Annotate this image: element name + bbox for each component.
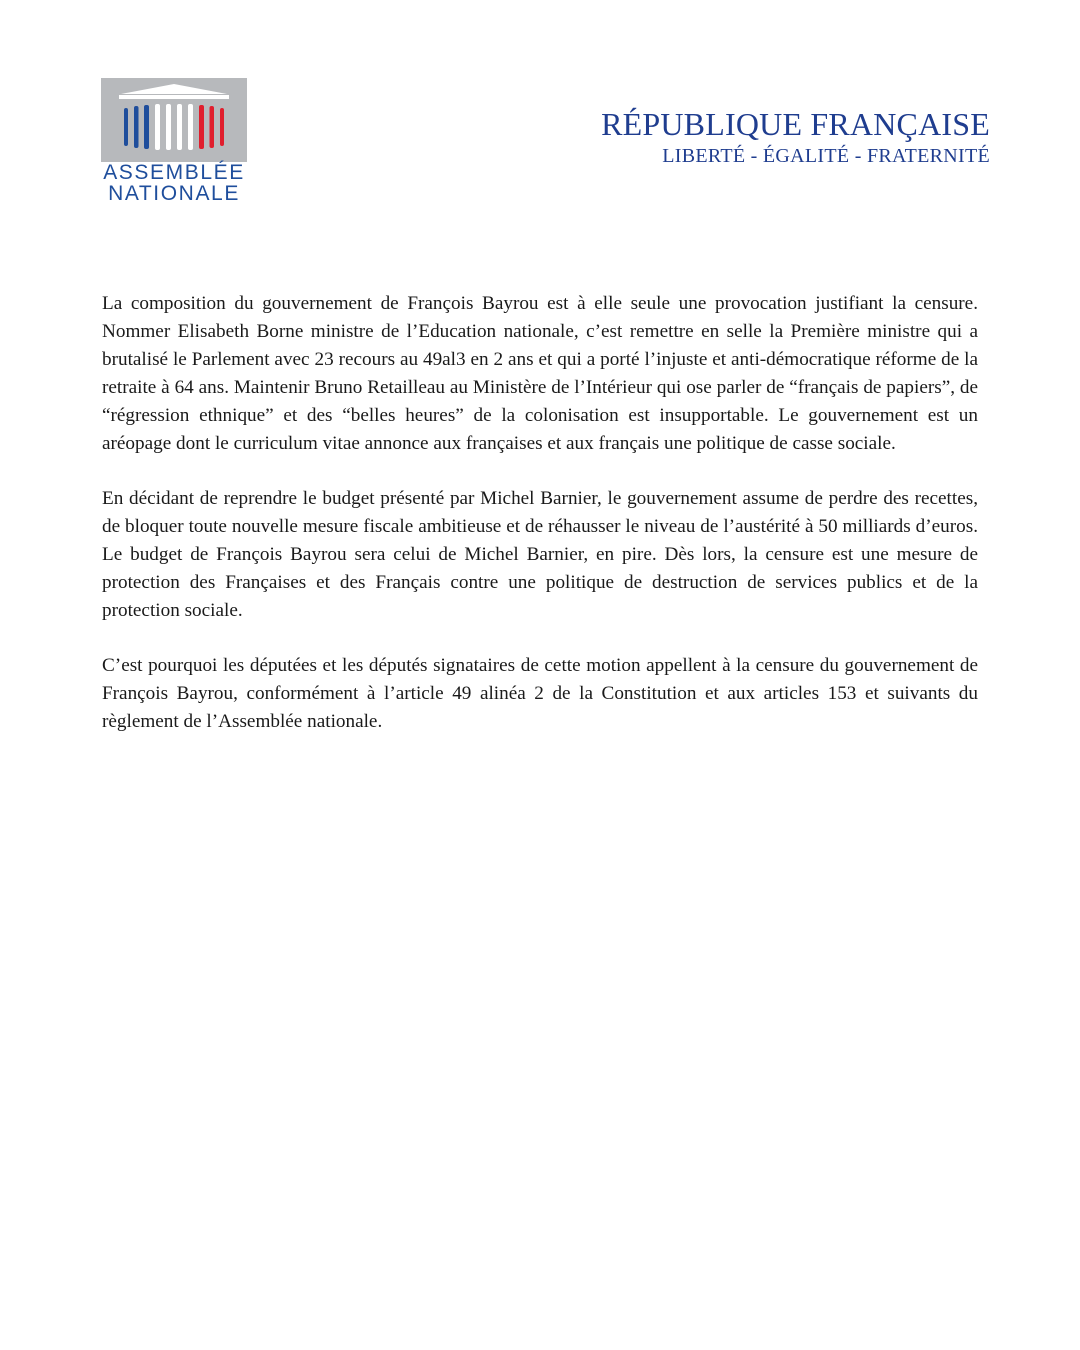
logo-line-nationale: NATIONALE bbox=[108, 182, 240, 205]
paragraph-2: En décidant de reprendre le budget présenté par Michel Barnier, le gouvernement assume de perdre des recettes, de bloquer toute nouvelle mesure fiscale ambitieuse et de réhausser le niveau de l’austérité à 50 milliards d’euros. Le budget de François Bayrou sera celui de Michel Barnier, en pire. Dès lors, la censure est une mesure de protection des Françaises et des Français contre une politique de destruction de services publics et de la protection sociale. bbox=[102, 488, 978, 621]
logo-entablature bbox=[119, 95, 229, 99]
motion-text bbox=[102, 290, 978, 763]
republic-header bbox=[601, 106, 990, 168]
logo-line-assemblee: ASSEMBLÉE bbox=[103, 161, 245, 184]
paragraph-3: C’est pourquoi les députées et les députés signataires de cette motion appellent à la censure du gouvernement de François Bayrou, conformément à l’article 49 alinéa 2 de la Constitution et aux articles 153 et suivants du règlement de l’Assemblée nationale. bbox=[102, 655, 978, 732]
republic-motto: LIBERTÉ - ÉGALITÉ - FRATERNITÉ bbox=[662, 145, 990, 167]
assemblee-nationale-logo bbox=[101, 78, 247, 208]
republic-title: RÉPUBLIQUE FRANÇAISE bbox=[601, 106, 990, 142]
paragraph-1: La composition du gouvernement de François Bayrou est à elle seule une provocation justifiant la censure. Nommer Elisabeth Borne ministre de l’Education nationale, c’est remettre en selle la Première ministre qui a brutalisé le Parlement avec 23 recours au 49al3 en 2 ans et qui a porté l’injuste et anti-démocratique réforme de la retraite à 64 ans. Maintenir Bruno Retailleau au Ministère de l’Intérieur qui ose parler de “français de papiers”, de “régression ethnique” et des “belles heures” de la colonisation est insupportable. Le gouvernement est un aréopage dont le curriculum vitae annonce aux françaises et aux français une politique de casse sociale. bbox=[102, 293, 978, 454]
parliament-building-icon bbox=[101, 78, 247, 162]
